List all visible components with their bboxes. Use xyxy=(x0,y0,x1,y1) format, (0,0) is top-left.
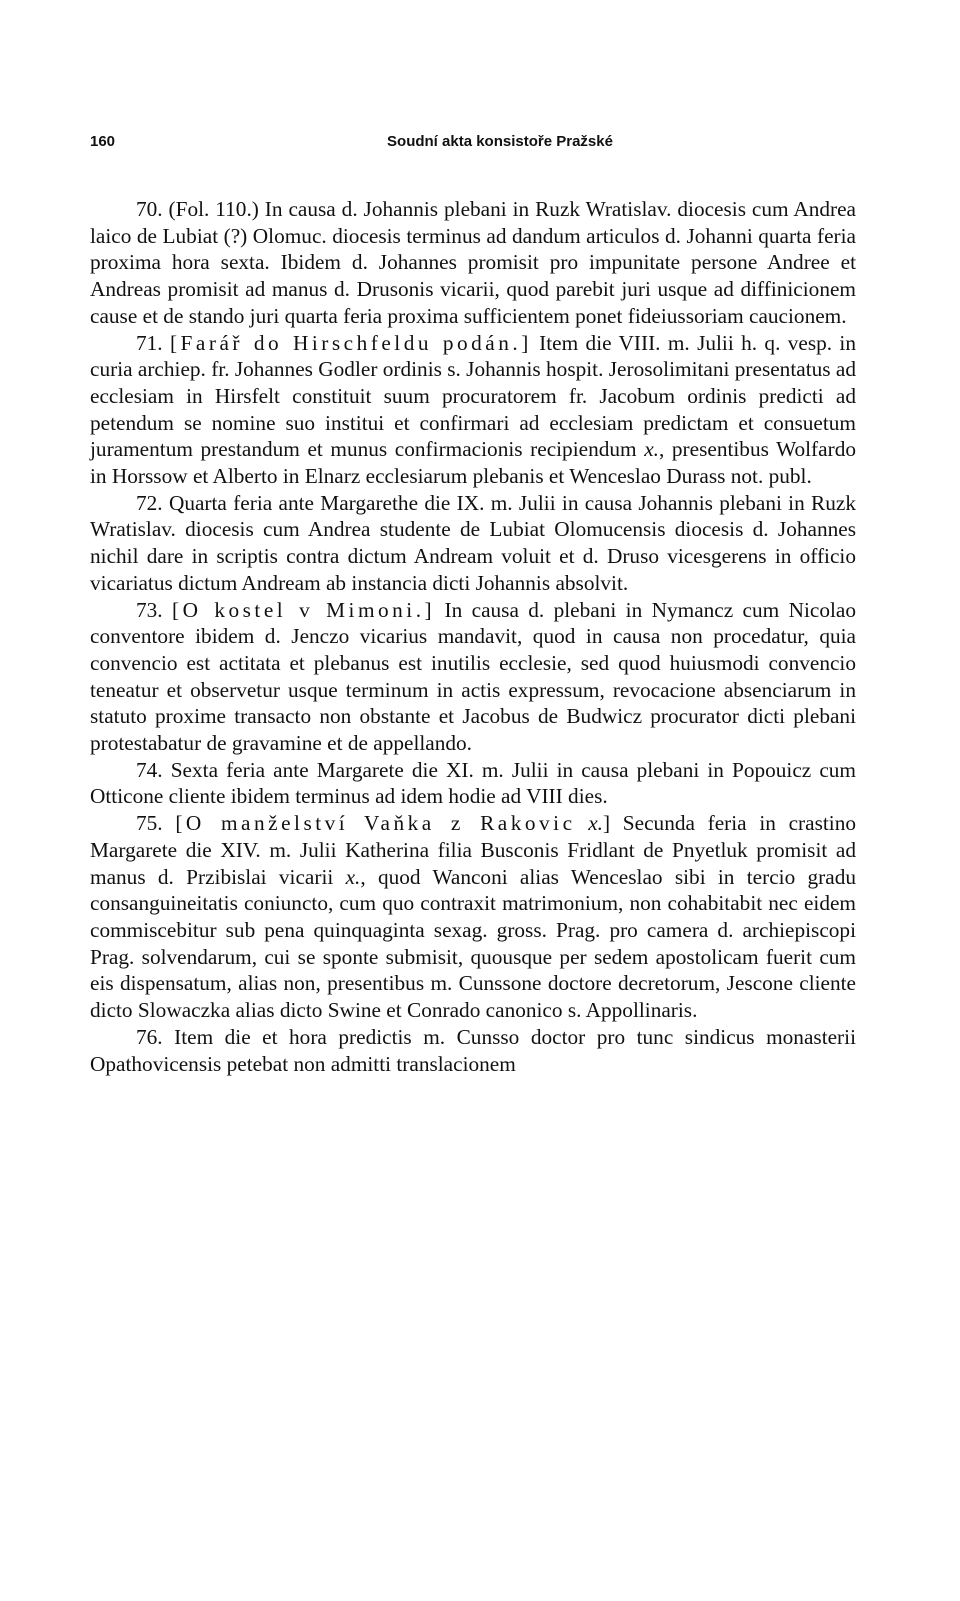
entry-number: 75. xyxy=(136,811,163,836)
entry-heading: [Farář do Hirschfeldu podán.] xyxy=(169,330,532,355)
entry-number: 72. xyxy=(136,490,163,515)
entry-text: Item die VIII. m. Julii h. q. vesp. in curia archiep. fr. Johannes Godler ordinis s. Johannis hospit. Jerosolimitani presentatus ad ecclesiam in Hirsfelt constituit suum procuratorem fr. Jacobum ordinis predicti ad petendum se nomine suo institui et confirmari ad ecclesiam predictam et consuetum juramentum prestandum et munus confirmacionis recipiendum xyxy=(90,330,856,462)
entry-71 xyxy=(90,330,856,490)
abbreviation-mark: x. xyxy=(345,864,361,889)
document-body xyxy=(90,196,856,1077)
entry-72 xyxy=(90,490,856,597)
entry-number: 76. xyxy=(136,1024,163,1049)
page-number: 160 xyxy=(90,133,116,150)
heading-close-bracket: ] xyxy=(603,811,611,836)
abbreviation-mark: x. xyxy=(644,437,659,462)
entry-text-continued: , quod Wanconi alias Wenceslao sibi in tercio gradu consanguineitatis coniuncto, cum quo contraxit matrimonium, non cohabitabit nec eidem commiscebitur sub pena quinquaginta sexag. gross. Prag. pro camera d. archiepiscopi Prag. solvendarum, cui se sponte submisit, quousque per sedem apostolicam fuerit cum eis dispensatum, alias non, presentibus m. Cunssone doctore decretorum, Jescone cliente dicto Slowaczka alias dicto Swine et Conrado canonico s. Appollinaris. xyxy=(90,864,857,1023)
entry-heading: [O kostel v Mimoni.] xyxy=(172,597,436,622)
entry-75 xyxy=(90,810,856,1024)
entry-text: Item die et hora predictis m. Cunsso doctor pro tunc sindicus monasterii Opathovicensis petebat non admitti translacionem xyxy=(90,1024,856,1076)
entry-text: Sexta feria ante Margarete die XI. m. Julii in causa plebani in Popouicz cum Otticone cliente ibidem terminus ad idem hodie ad VIII dies. xyxy=(90,757,856,809)
entry-76 xyxy=(90,1024,856,1077)
entry-text: In causa d. Johannis plebani in Ruzk Wratislav. diocesis cum Andrea laico de Lubiat (?) Olomuc. diocesis terminus ad dandum articulos d. Johanni quarta feria proxima hora sexta. Ibidem d. Johannes promisit pro impunitate persone Andree et Andreas promisit ad manus d. Drusonis vicarii, quod parebit juri usque ad diffinicionem cause et de stando juri quarta feria proxima sufficientem ponet fideiussoriam caucionem. xyxy=(90,197,856,328)
entry-70 xyxy=(90,196,856,330)
page-header xyxy=(90,133,870,157)
entry-number: 73. xyxy=(136,597,163,622)
entry-74 xyxy=(90,757,856,810)
entry-number: 71. xyxy=(136,330,163,355)
entry-number: 70. xyxy=(136,197,163,221)
entry-number: 74. xyxy=(136,757,163,782)
entry-text: In causa d. plebani in Nymancz cum Nicolao conventore ibidem d. Jenczo vicarius mandavit, quod in causa non procedatur, quia convencio est actitata et plebanus est inutilis ecclesie, sed quod huiusmodi convencio teneatur et observetur usque terminum in actis expressum, revocacione absenciarum in statuto proxime transacto non obstante et Jacobus de Budwicz procurator dicti plebani protestabatur de gravamine et de appellando. xyxy=(90,597,857,756)
entry-text: Quarta feria ante Margarethe die IX. m. Julii in causa Johannis plebani in Ruzk Wratislav. diocesis cum Andrea studente de Lubiat Olomucensis diocesis d. Johannes nichil dare in scriptis contra dictum Andream voluit et d. Druso vicesgerens in officio vicariatus dictum Andream ab instancia dicti Johannis absolvit. xyxy=(90,490,857,595)
entry-heading: [O manželství Vaňka z Rakovic xyxy=(175,811,576,836)
heading-abbreviation-mark: x. xyxy=(588,811,604,836)
entry-73 xyxy=(90,597,856,757)
entry-text-continued: , presentibus Wolfardo in Horssow et Alberto in Elnarz ecclesiarum plebanis et Wenceslao Durass not. publ. xyxy=(90,437,856,489)
entry-text: Secunda feria in crastino Margarete die XIV. m. Julii Katherina filia Busconis Fridlant de Pnyetluk promisit ad manus d. Przibislai vicarii xyxy=(90,811,856,889)
running-head: Soudní akta konsistoře Pražské xyxy=(387,133,613,150)
folio-reference: (Fol. 110.) xyxy=(168,197,259,221)
